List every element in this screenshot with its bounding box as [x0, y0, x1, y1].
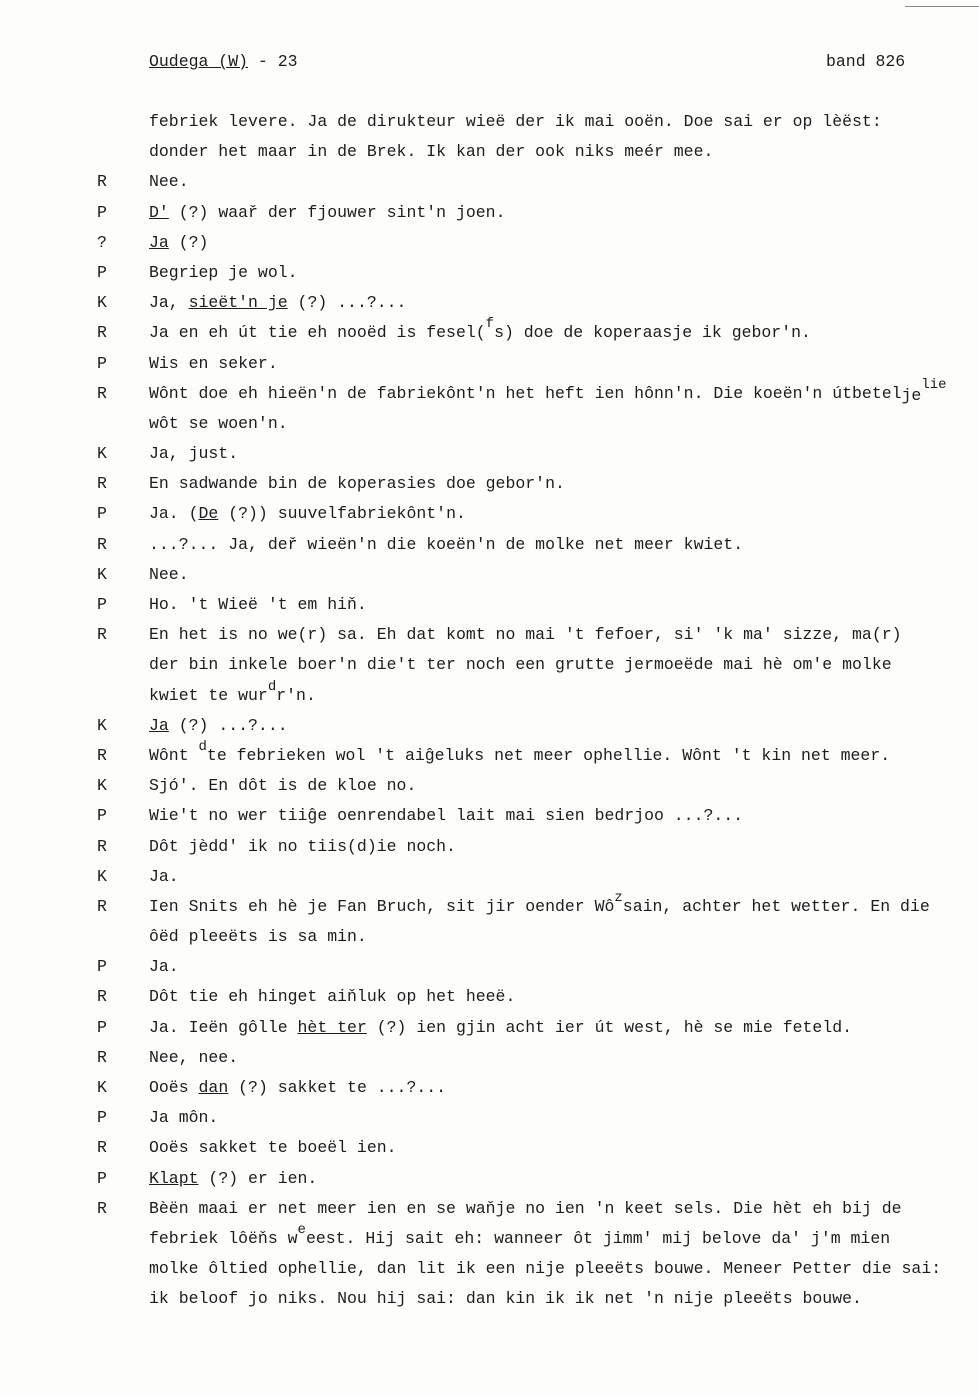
transcript-line — [0, 203, 979, 233]
text-segment: febriek lôëňs w — [149, 1228, 298, 1248]
underlined-uncertain-word: sieët'n je — [188, 293, 288, 313]
transcript-line — [0, 889, 979, 927]
utterance-text — [149, 837, 456, 856]
transcript-line — [0, 678, 979, 716]
text-segment: Wônt doe eh hieën'n de fabriekônt'n het heft ien hônn'n. Die koeën'n útbetel — [149, 383, 902, 403]
speaker-code: K — [97, 1078, 107, 1097]
utterance-text — [149, 316, 811, 343]
utterance-text — [149, 1108, 218, 1127]
text-segment: (?) sakket te ...?... — [228, 1078, 447, 1097]
transcript-line — [0, 172, 979, 202]
speaker-code: R — [97, 896, 107, 916]
speaker-code: R — [97, 836, 107, 856]
top-rule — [905, 6, 979, 7]
superscript-correction: d — [267, 678, 277, 695]
transcript-line — [0, 738, 979, 776]
text-segment: Ja, — [149, 293, 189, 313]
speaker-code: K — [97, 776, 107, 796]
speaker-code: P — [97, 957, 107, 977]
transcript-line — [0, 957, 979, 987]
utterance-text — [149, 293, 406, 312]
text-segment: Ja. ( — [149, 504, 199, 524]
speaker-code: R — [97, 383, 107, 403]
transcript-line — [0, 112, 979, 142]
transcript-line — [0, 1078, 979, 1108]
text-segment: s) doe de koperaasje ik gebor'n. — [494, 323, 811, 343]
speaker-code: R — [97, 474, 107, 494]
transcript-line — [0, 595, 979, 625]
text-segment: (?) ien gjin acht ier út west, hè se mie feteld. — [366, 1017, 853, 1037]
underlined-uncertain-word: hèt ter — [297, 1017, 367, 1037]
text-segment: kwiet te wur — [149, 685, 268, 705]
text-segment: eest. Hij sait eh: wanneer ôt jimm' mij belove da' j'm mien — [305, 1228, 891, 1248]
transcript-line — [0, 142, 979, 172]
utterance-text — [149, 1169, 317, 1188]
page-title — [149, 52, 298, 71]
text-segment: r'n. — [276, 685, 316, 705]
text-segment: Ja en eh út tie eh nooëd is fesel( — [149, 323, 486, 343]
subscript-text: je — [901, 385, 922, 405]
utterance-text — [149, 927, 367, 946]
underlined-uncertain-word: D' — [149, 202, 169, 222]
text-segment: Ja môn. — [149, 1108, 219, 1128]
speaker-code: K — [97, 715, 107, 735]
speaker-code: R — [97, 987, 107, 1007]
transcript-line — [0, 1259, 979, 1289]
page-title-number: - 23 — [248, 52, 298, 71]
speaker-code: R — [97, 323, 107, 343]
transcript-body — [0, 112, 979, 1320]
utterance-text — [149, 889, 930, 916]
text-segment: febriek levere. Ja de dirukteur wieë der ik mai ooën. Doe sai er op lèëst: — [149, 112, 882, 131]
text-segment: (?)) suuvelfabriekônt'n. — [218, 504, 466, 524]
transcript-line — [0, 1199, 979, 1229]
speaker-code: P — [97, 202, 107, 222]
speaker-code: R — [97, 625, 107, 645]
transcript-line — [0, 1289, 979, 1319]
utterance-text — [149, 142, 713, 161]
utterance-text — [149, 263, 298, 282]
transcript-line — [0, 354, 979, 384]
text-segment: (?) ...?... — [287, 293, 407, 313]
text-segment: Ien Snits eh hè je Fan Bruch, sit jir oender Wô — [149, 896, 615, 916]
text-segment: Bèën maai er net meer ien en se waňje no ien 'n keet sels. Die hèt eh bij de — [149, 1198, 902, 1218]
utterance-text — [149, 504, 466, 523]
superscript-correction: d — [198, 738, 207, 755]
utterance-text — [149, 678, 316, 705]
transcript-line — [0, 716, 979, 746]
transcript-line — [0, 987, 979, 1017]
underlined-uncertain-word: dan — [198, 1078, 229, 1097]
speaker-code: R — [97, 534, 107, 554]
utterance-text — [149, 112, 882, 131]
speaker-code: P — [97, 504, 107, 524]
speaker-code: P — [97, 353, 107, 373]
transcript-line — [0, 867, 979, 897]
transcript-line — [0, 1108, 979, 1138]
speaker-code: P — [97, 1017, 107, 1037]
superscript-correction: lie — [921, 376, 947, 393]
text-segment: Wônt — [149, 745, 199, 765]
utterance-text — [149, 738, 891, 765]
text-segment: sain, achter het wetter. En die — [622, 896, 930, 916]
transcript-line — [0, 414, 979, 444]
text-segment: Sjó'. En dôt is de kloe no. — [149, 776, 417, 796]
text-segment: donder het maar in de Brek. Ik kan der ook niks meér mee. — [149, 142, 714, 162]
utterance-text — [149, 716, 288, 735]
text-segment: Ho. 't Wieë 't em hiň. — [149, 595, 367, 614]
superscript-correction: f — [485, 316, 495, 333]
transcript-line — [0, 1221, 979, 1259]
text-segment: (?) er ien. — [198, 1168, 318, 1188]
transcript-line — [0, 565, 979, 595]
text-segment: Ooës — [149, 1078, 199, 1097]
utterance-text — [149, 535, 743, 554]
utterance-text — [149, 1138, 397, 1157]
speaker-code: P — [97, 595, 107, 614]
text-segment: molke ôltied ophellie, dan lit ik een nije pleeëts bouwe. Meneer Petter die sai: — [149, 1259, 942, 1279]
transcript-line — [0, 837, 979, 867]
transcript-line — [0, 655, 979, 685]
speaker-code: R — [97, 745, 107, 765]
utterance-text — [149, 1259, 941, 1278]
transcript-line — [0, 474, 979, 504]
text-segment: der bin inkele boer'n die't ter noch een grutte jermoeëde mai hè om'e molke — [149, 655, 892, 675]
utterance-text — [149, 867, 179, 886]
text-segment: Ja. Ieën gôlle — [149, 1017, 298, 1037]
underlined-uncertain-word: Klapt — [149, 1168, 199, 1188]
utterance-text — [149, 203, 505, 222]
transcript-line — [0, 1018, 979, 1048]
transcript-line — [0, 233, 979, 263]
utterance-text — [149, 806, 743, 825]
utterance-text — [149, 1289, 862, 1308]
transcript-line — [0, 316, 979, 353]
text-segment: En het is no we(r) sa. Eh dat komt no mai 't fefoer, si' 'k ma' sizze, ma(r) — [149, 625, 902, 645]
speaker-code: R — [97, 1047, 107, 1067]
speaker-code: K — [97, 564, 107, 584]
text-segment: Ja. — [149, 957, 179, 977]
text-segment: Wie't no wer tiiĝe oenrendabel lait mai sien bedrjoo ...?... — [149, 806, 744, 826]
utterance-text — [149, 172, 189, 191]
utterance-text — [149, 1199, 902, 1218]
utterance-text — [149, 444, 238, 463]
utterance-text — [149, 565, 189, 584]
utterance-text — [149, 625, 902, 644]
text-segment: Nee, nee. — [149, 1047, 239, 1067]
utterance-text — [149, 1078, 446, 1097]
speaker-code: K — [97, 293, 107, 313]
transcript-line — [0, 263, 979, 293]
speaker-code: ? — [97, 232, 107, 252]
text-segment: Ja, just. — [149, 444, 239, 464]
speaker-code: R — [97, 172, 107, 192]
text-segment: (?) ...?... — [168, 715, 288, 735]
utterance-text — [149, 474, 565, 493]
text-segment: Wis en seker. — [149, 353, 278, 373]
text-segment: ...?... Ja, deř wieën'n die koeën'n de molke net meer kwiet. — [149, 534, 744, 554]
text-segment: (?) — [168, 232, 209, 252]
text-segment: ôëd pleeëts is sa min. — [149, 927, 367, 947]
transcript-line — [0, 776, 979, 806]
page-title-place: Oudega (W) — [149, 52, 249, 71]
text-segment: En sadwande bin de koperasies doe gebor'n. — [149, 474, 565, 494]
transcript-line — [0, 927, 979, 957]
speaker-code: R — [97, 1198, 107, 1218]
text-segment: Ja. — [149, 866, 179, 886]
transcript-line — [0, 1048, 979, 1078]
utterance-text — [149, 1018, 852, 1037]
utterance-text — [149, 1221, 891, 1248]
text-segment: Nee. — [149, 564, 189, 584]
utterance-text — [149, 414, 288, 433]
transcript-line — [0, 535, 979, 565]
text-segment: (?) waař der fjouwer sint'n joen. — [168, 202, 506, 222]
utterance-text — [149, 776, 416, 795]
text-segment: wôt se woen'n. — [149, 413, 288, 433]
utterance-text — [149, 957, 179, 976]
transcript-line — [0, 1169, 979, 1199]
speaker-code: P — [97, 262, 107, 282]
utterance-text — [149, 233, 208, 252]
text-segment: ik beloof jo niks. Nou hij sai: dan kin ik ik net 'n nije pleeëts bouwe. — [149, 1289, 862, 1309]
underlined-uncertain-word: De — [198, 504, 219, 524]
text-segment: te febrieken wol 't aiĝeluks net meer ophellie. Wônt 't kin net meer. — [206, 745, 891, 765]
utterance-text — [149, 655, 892, 674]
speaker-code: P — [97, 806, 107, 826]
speaker-code: P — [97, 1168, 107, 1188]
speaker-code: P — [97, 1108, 107, 1128]
text-segment: Ooës sakket te boeël ien. — [149, 1138, 397, 1158]
text-segment: Dôt jèdd' ik no tiis(d)ie noch. — [149, 836, 456, 856]
transcript-line — [0, 376, 979, 414]
text-segment: Begriep je wol. — [149, 262, 298, 282]
transcript-line — [0, 444, 979, 474]
underlined-uncertain-word: Ja — [149, 715, 169, 735]
band-number: band 826 — [826, 52, 906, 71]
utterance-text — [149, 1048, 238, 1067]
utterance-text — [149, 987, 515, 1006]
speaker-code: R — [97, 1138, 107, 1158]
utterance-text — [149, 376, 947, 405]
transcript-line — [0, 625, 979, 655]
superscript-correction: z — [614, 889, 623, 906]
superscript-correction: e — [297, 1221, 306, 1238]
text-segment: Dôt tie eh hinget aiňluk op het heeë. — [149, 987, 516, 1007]
utterance-text — [149, 595, 367, 614]
text-segment: Nee. — [149, 172, 189, 192]
speaker-code: K — [97, 866, 107, 886]
transcript-line — [0, 806, 979, 836]
utterance-text — [149, 354, 278, 373]
speaker-code: K — [97, 444, 107, 464]
transcript-line — [0, 1138, 979, 1168]
transcript-line — [0, 504, 979, 534]
underlined-uncertain-word: Ja — [149, 232, 169, 252]
